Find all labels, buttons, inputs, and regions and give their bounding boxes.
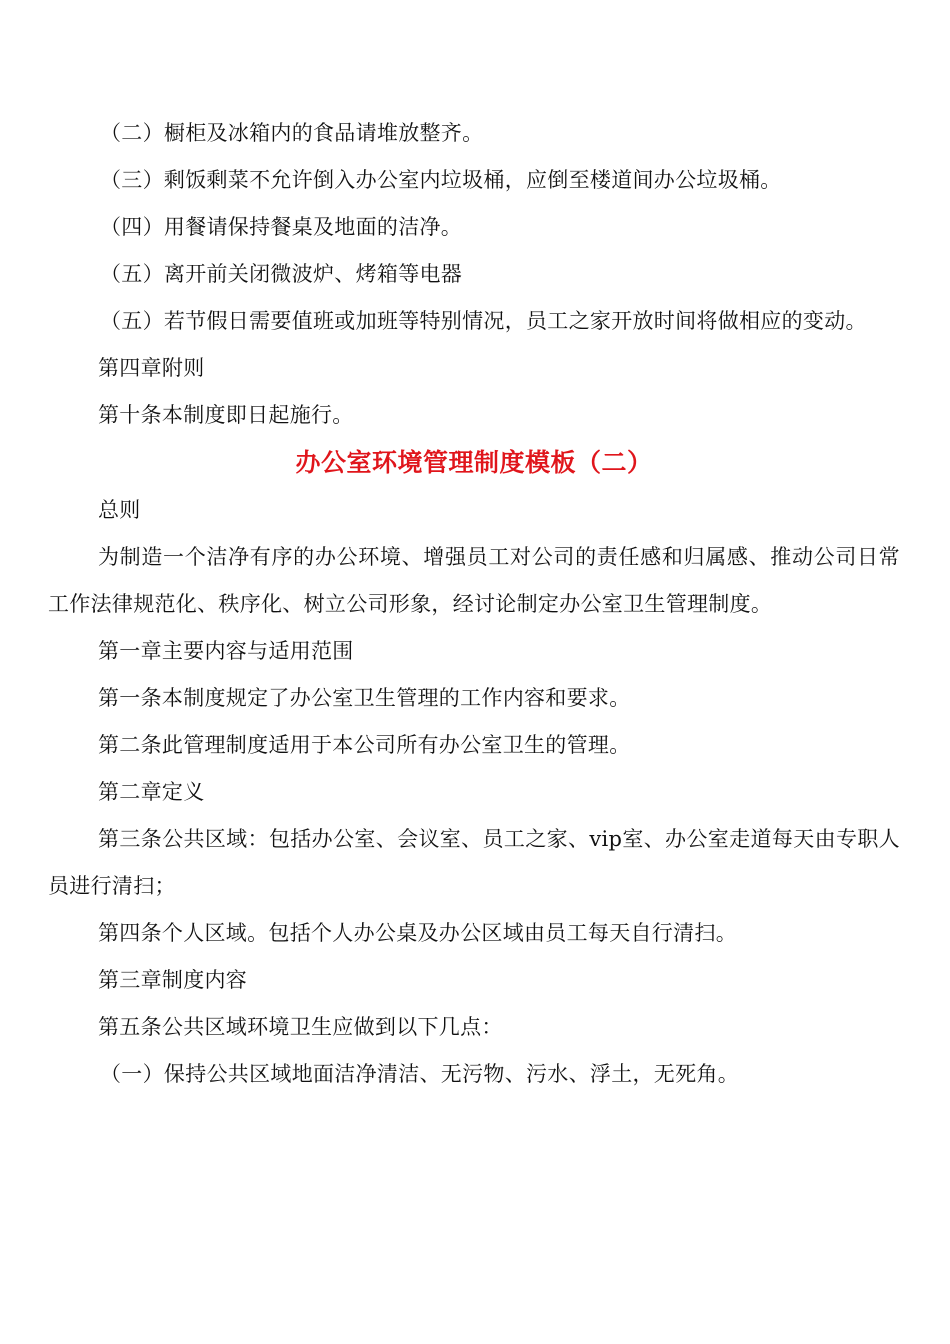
- paragraph-item-2: （二）橱柜及冰箱内的食品请堆放整齐。: [100, 121, 484, 145]
- chapter-heading-4: 第四章附则: [98, 356, 205, 380]
- paragraph-item-4: （四）用餐请保持餐桌及地面的洁净。: [100, 215, 463, 239]
- article-5: 第五条公共区域环境卫生应做到以下几点：: [98, 1015, 503, 1039]
- article-10: 第十条本制度即日起施行。: [98, 403, 354, 427]
- article-1: 第一条本制度规定了办公室卫生管理的工作内容和要求。: [98, 686, 631, 710]
- chapter-heading-1: 第一章主要内容与适用范围: [98, 639, 354, 663]
- purpose-paragraph: 为制造一个洁净有序的办公环境、增强员工对公司的责任感和归属感、推动公司日常工作法律规范化、秩序化、树立公司形象，经讨论制定办公室卫生管理制度。: [48, 545, 900, 616]
- document-body: [48, 110, 900, 1098]
- paragraph-item-5a: （五）离开前关闭微波炉、烤箱等电器: [100, 262, 463, 286]
- document-title: 办公室环境管理制度模板（二）: [295, 448, 653, 477]
- chapter-heading-2: 第二章定义: [98, 780, 205, 804]
- general-provisions-heading: 总则: [98, 498, 141, 522]
- chapter-heading-3: 第三章制度内容: [98, 968, 248, 992]
- article-3: 第三条公共区域：包括办公室、会议室、员工之家、vip室、办公室走道每天由专职人员进行清扫；: [48, 827, 900, 898]
- paragraph-item-3: （三）剩饭剩菜不允许倒入办公室内垃圾桶，应倒至楼道间办公垃圾桶。: [100, 168, 782, 192]
- article-5-item-1: （一）保持公共区域地面洁净清洁、无污物、污水、浮土，无死角。: [100, 1062, 739, 1086]
- paragraph-item-5b: （五）若节假日需要值班或加班等特别情况，员工之家开放时间将做相应的变动。: [100, 309, 867, 333]
- article-4: 第四条个人区域。包括个人办公桌及办公区域由员工每天自行清扫。: [98, 921, 737, 945]
- article-2: 第二条此管理制度适用于本公司所有办公室卫生的管理。: [98, 733, 631, 757]
